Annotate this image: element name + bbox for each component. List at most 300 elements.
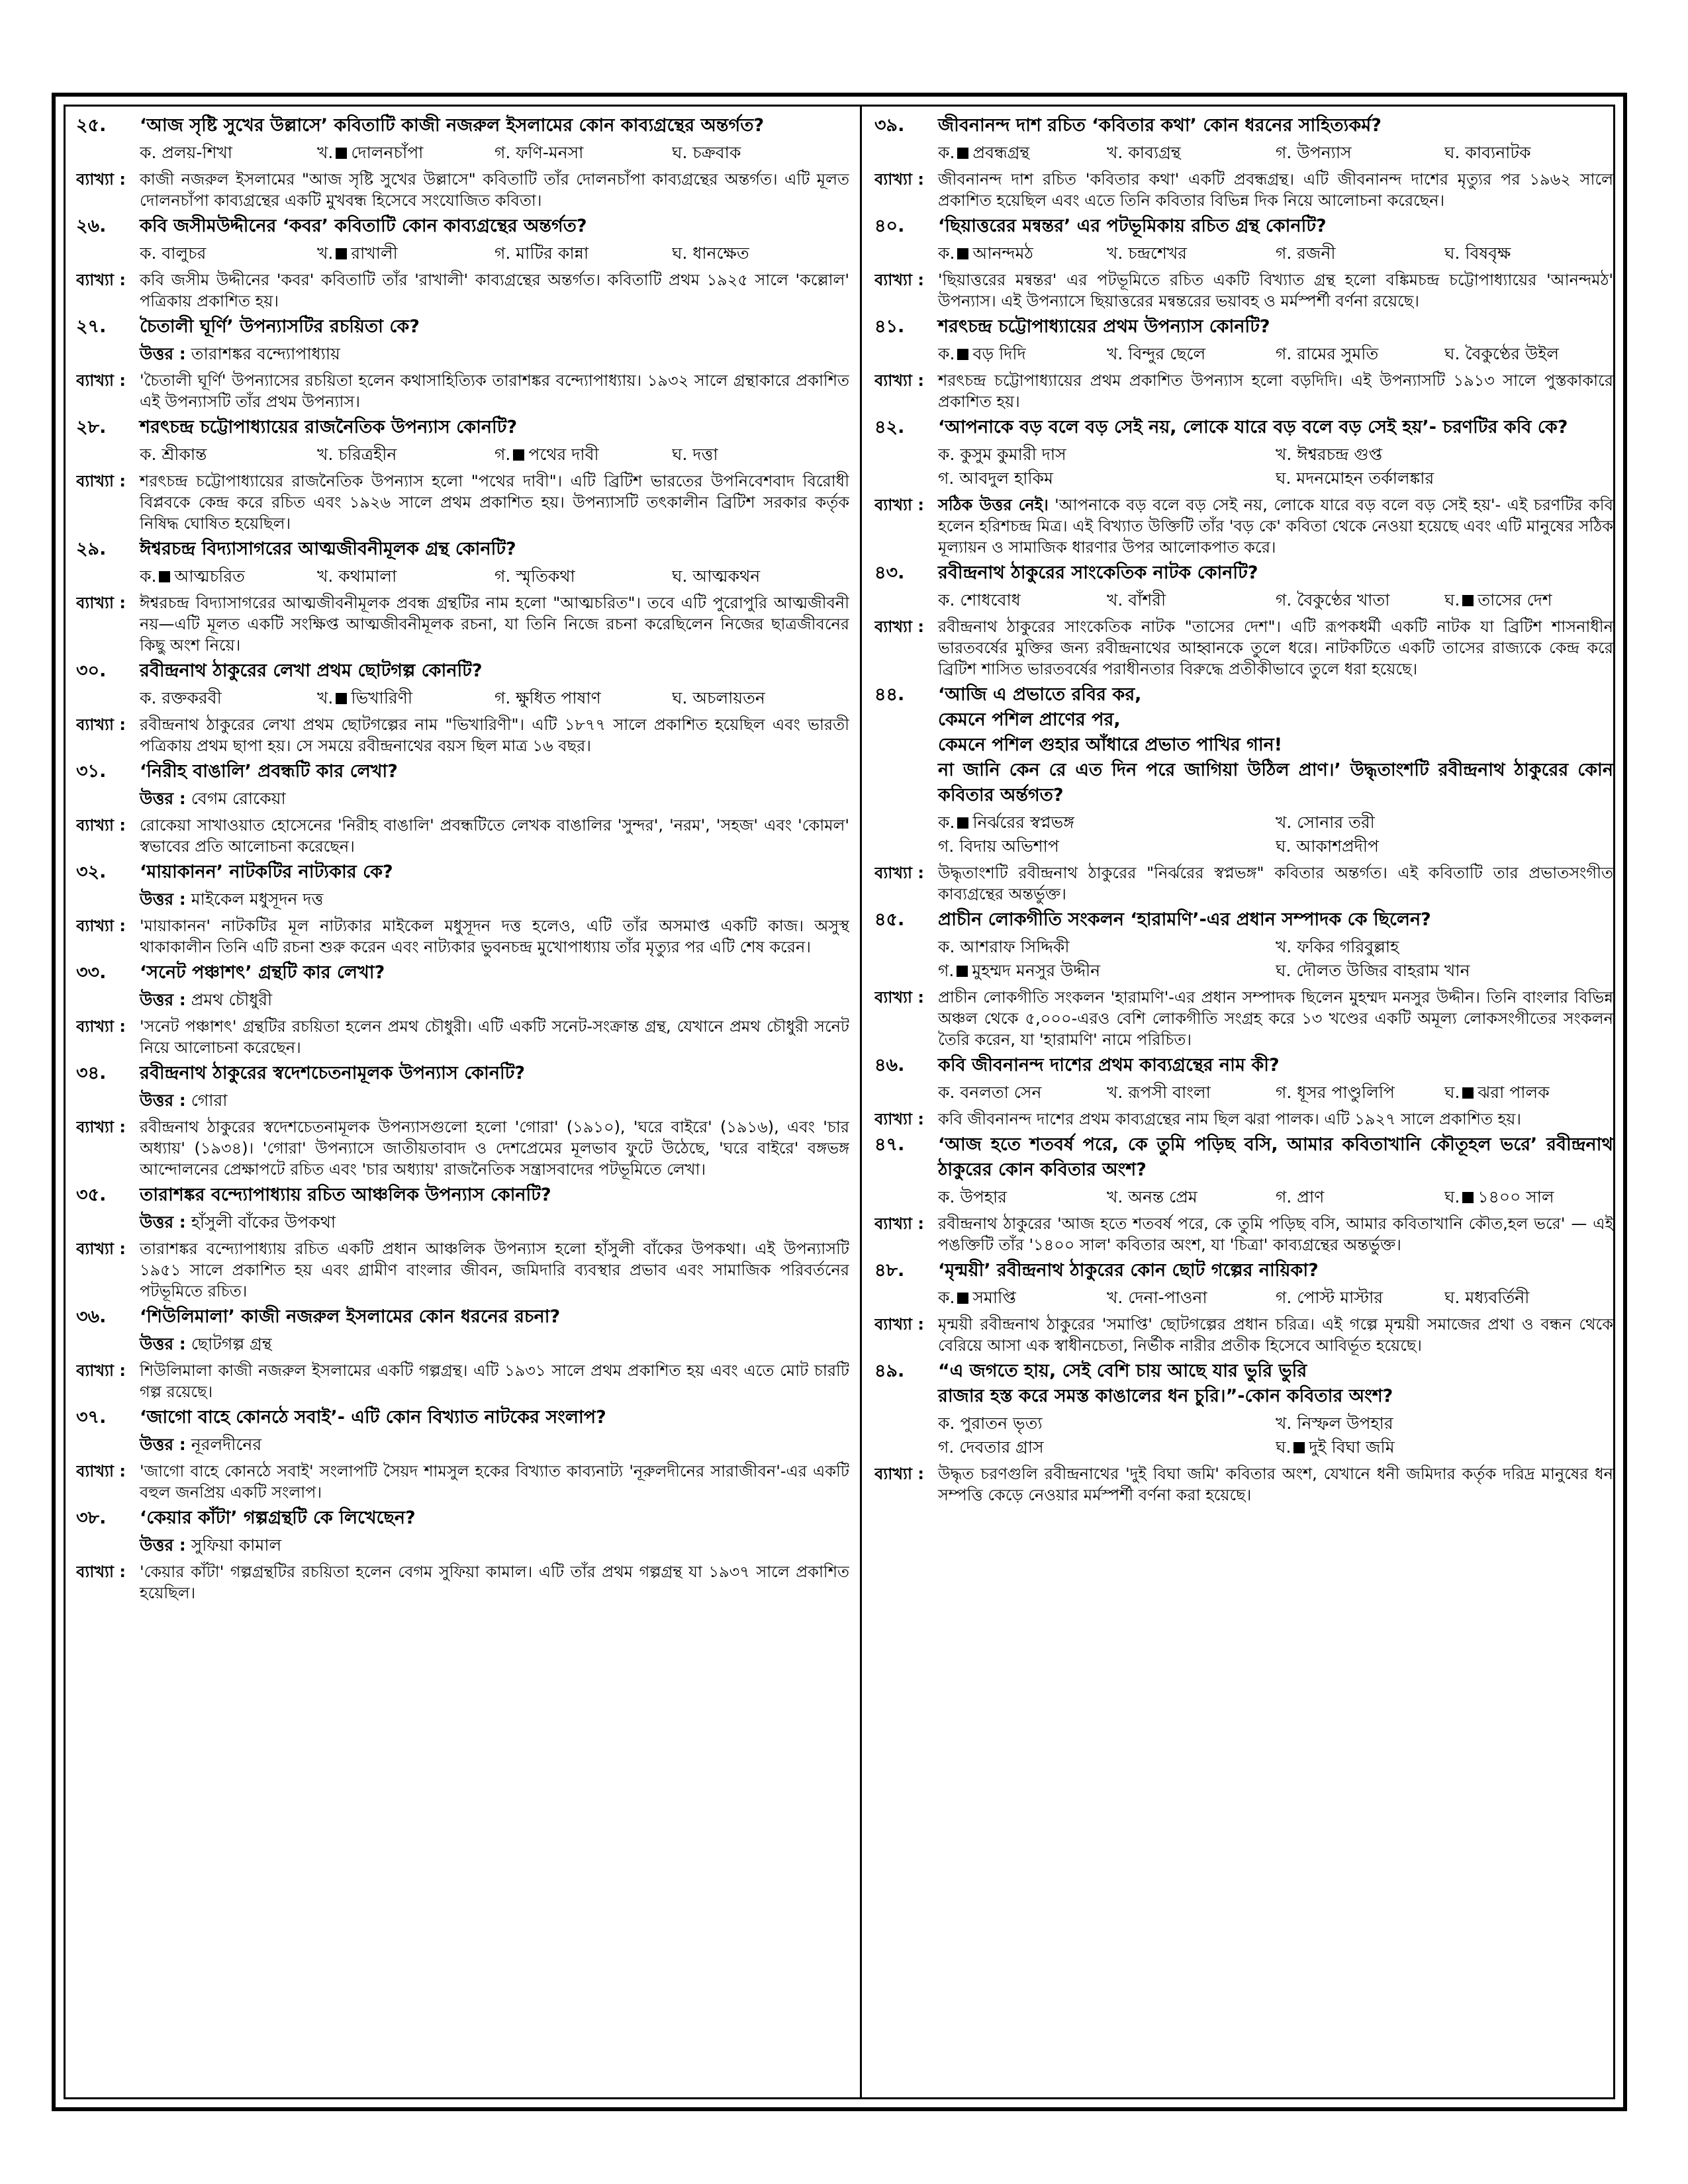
option-text: গ. ক্ষুধিত পাষাণ (494, 688, 601, 707)
answer-marker-icon (957, 148, 968, 159)
explanation-label: ব্যাখ্যা : (874, 170, 924, 189)
poem-line: না জানি কেন রে এত দিন পরে জাগিয়া উঠিল প্রাণ।’ উদ্ধৃতাংশটি রবীন্দ্রনাথ ঠাকুরের কোন কবিতার অর্ন্তগত? (938, 760, 1613, 805)
explanation (76, 815, 849, 857)
option-text: আত্মচরিত (174, 567, 245, 586)
question-block (76, 214, 849, 312)
answer-text: মাইকেল মধুসূদন দত্ত (191, 889, 324, 909)
question-text: ‘শিউলিমালা’ কাজী নজরুল ইসলামের কোন ধরনের রচনা? (140, 1306, 561, 1327)
question-block (874, 1359, 1613, 1506)
option[interactable] (1444, 342, 1613, 366)
question-block (76, 860, 849, 958)
option[interactable] (1276, 1185, 1444, 1209)
question-number: ৩৯. (874, 115, 905, 136)
option-text: ঘ. দত্তা (672, 445, 718, 464)
option[interactable] (672, 141, 849, 165)
option[interactable] (494, 443, 672, 467)
option-text: গ. স্মৃতিকথা (494, 567, 575, 586)
question-row (76, 1405, 849, 1430)
question-block (76, 314, 849, 412)
poem-line: কেমনে পশিল প্রাণের পর, (938, 709, 1121, 730)
answer-label: উত্তর : (140, 1091, 186, 1110)
question-number: ৪২. (874, 417, 905, 437)
explanation-text-wrap (938, 616, 1613, 680)
answer-row (140, 887, 849, 911)
question-block (874, 561, 1613, 680)
option[interactable] (494, 686, 672, 710)
option-text: গ. রজনী (1276, 244, 1336, 263)
explanation-text: তারাশঙ্কর বন্দ্যোপাধ্যায় রচিত একটি প্রধান আঞ্চলিক উপন্যাস হলো হাঁসুলী বাঁকের উপকথা। এই উপন্যাসটি ১৯৫১ সালে প্রকাশিত হয় এবং গ্রামীণ বাংলার জীবন, জমিদারি ব্যবস্থার প্রভাব এবং সামাজিক পরিবর্তনের পটভূমিতে রচিত। (140, 1240, 849, 1300)
question-row (874, 113, 1613, 138)
option[interactable] (1276, 443, 1613, 467)
answer-marker-icon (957, 966, 968, 977)
question-block (874, 415, 1613, 558)
option-text: ঘ. বিষবৃক্ষ (1444, 244, 1511, 263)
options (938, 443, 1613, 490)
answer-row (140, 1533, 849, 1557)
explanation-text-wrap (938, 1463, 1613, 1506)
options (938, 1412, 1613, 1459)
answer-label: উত্তর : (140, 1535, 186, 1555)
answer-marker-icon (336, 693, 347, 704)
answer-text: প্রমথ চৌধুরী (191, 990, 273, 1009)
explanation-text: রবীন্দ্রনাথ ঠাকুরের লেখা প্রথম ছোটগল্পের নাম "ভিখারিণী"। এটি ১৮৭৭ সালে প্রকাশিত হয়েছিল এবং ভারতী পত্রিকায় প্রথম ছাপা হয়। সে সময়ে রবীন্দ্রনাথের বয়স ছিল মাত্র ১৬ বছর। (140, 715, 849, 755)
option-text: ক. শোধবোধ (938, 590, 1021, 610)
explanation-text: শরৎচন্দ্র চট্টোপাধ্যায়ের প্রথম প্রকাশিত উপন্যাস হলো বড়দিদি। এই উপন্যাসটি ১৯১৩ সালে পুস্তকাকারে প্রকাশিত হয়। (938, 371, 1613, 411)
options (140, 242, 849, 265)
option[interactable] (140, 443, 317, 467)
answer-label: উত্তর : (140, 1212, 186, 1232)
explanation-text: রবীন্দ্রনাথ ঠাকুরের 'আজ হতে শতবর্ষ পরে, কে তুমি পড়িছ বসি, আমার কবিতাখানি কৌত,হল ভরে' — এই পঙক্তিটি তাঁর '১৪০০ সাল' কবিতার অংশ, যা 'চিত্রা' কাব্যগ্রন্থের অন্তর্ভুক্ত। (938, 1214, 1613, 1254)
option-text: ঘ. অচলায়তন (672, 688, 765, 707)
explanation (874, 169, 1613, 211)
question-text (938, 682, 1613, 808)
explanation-label: ব্যাখ্যা : (874, 988, 924, 1007)
option-text: ক. কুসুম কুমারী দাস (938, 445, 1066, 464)
option-text: গ. রামের সুমতি (1276, 344, 1379, 363)
question-number: ৩৭. (76, 1407, 107, 1428)
explanation-label: ব্যাখ্যা : (874, 1110, 924, 1128)
option-text: খ. কাব্যগ্রন্থ (1107, 143, 1181, 162)
question-row (76, 659, 849, 684)
option-text: খ. নিস্ফল উপহার (1276, 1414, 1393, 1433)
explanation (874, 862, 1613, 905)
option[interactable] (494, 242, 672, 265)
question-row (76, 960, 849, 985)
explanation-text-wrap (938, 169, 1613, 211)
option-letter: ঘ. (1444, 590, 1460, 610)
option[interactable] (1276, 959, 1613, 983)
option-letter: গ. (494, 445, 511, 464)
option-text: গ. বিদায় অভিশাপ (938, 837, 1059, 856)
option[interactable] (1107, 588, 1276, 612)
options (938, 588, 1613, 612)
question-number: ৪৯. (874, 1361, 905, 1381)
question-row (874, 1258, 1613, 1283)
question-row (76, 860, 849, 885)
option-text: ক. বালুচর (140, 244, 207, 263)
option-text: ক. রক্তকরবী (140, 688, 222, 707)
option[interactable] (938, 959, 1276, 983)
question-text: রবীন্দ্রনাথ ঠাকুরের স্বদেশচেতনামূলক উপন্যাস কোনটি? (140, 1063, 526, 1083)
explanation (874, 987, 1613, 1050)
question-number: ২৯. (76, 539, 107, 559)
options (140, 686, 849, 710)
question-text (938, 1359, 1613, 1409)
explanation-text-wrap (140, 592, 849, 656)
option[interactable] (140, 686, 317, 710)
question-row (76, 214, 849, 239)
option[interactable] (1276, 242, 1444, 265)
option-text: ক. পুরাতন ভৃত্য (938, 1414, 1043, 1433)
explanation-label: ব্যাখ্যা : (76, 472, 126, 490)
explanation-text: মৃন্ময়ী রবীন্দ্রনাথ ঠাকুরের 'সমাপ্তি' ছোটগল্পের প্রধান চরিত্র। এই গল্পে মৃন্ময়ী সমাজের প্রথা ও বন্ধন থেকে বেরিয়ে আসা এক স্বাধীনচেতা, নির্ভীক নারীর প্রতীক হিসেবে আবির্ভূত হয়েছে। (938, 1315, 1613, 1355)
question-text: ‘আপনাকে বড় বলে বড় সেই নয়, লোকে যারে বড় বলে বড় সেই হয়’- চরণটির কবি কে? (938, 417, 1568, 437)
question-text: ‘ছিয়াত্তরের মন্বন্তর’ এর পটভূমিকায় রচিত গ্রন্থ কোনটি? (938, 216, 1327, 236)
answer-text: বেগম রোকেয়া (191, 789, 286, 808)
explanation-text-wrap (140, 1561, 849, 1604)
option[interactable] (1276, 588, 1444, 612)
column-divider (860, 107, 862, 2097)
option[interactable] (140, 565, 317, 588)
option[interactable] (1276, 1412, 1613, 1435)
explanation (874, 1109, 1613, 1130)
option[interactable] (1107, 342, 1276, 366)
explanation (76, 269, 849, 312)
option-text: বড় দিদি (972, 344, 1026, 363)
option-text: ১৪০০ সাল (1477, 1187, 1554, 1206)
answer-marker-icon (336, 148, 347, 159)
option[interactable] (1107, 1286, 1276, 1310)
question-text: চৈতালী ঘূর্ণি’ উপন্যাসটির রচয়িতা কে? (140, 316, 420, 337)
option[interactable] (1444, 1081, 1613, 1105)
option-letter: খ. (317, 244, 334, 263)
question-row (76, 537, 849, 562)
option-text: খ. অনন্ত প্রেম (1107, 1187, 1197, 1206)
explanation (76, 471, 849, 534)
question-block (76, 113, 849, 211)
question-row (874, 682, 1613, 808)
option-text: খ. কথামালা (317, 567, 397, 586)
option-text: ঘ. ধানক্ষেত (672, 244, 749, 263)
option-text: রাখালী (351, 244, 398, 263)
explanation-text: প্রাচীন লোকগীতি সংকলন 'হারামণি'-এর প্রধান সম্পাদক ছিলেন মুহম্মদ মনসুর উদ্দীন। তিনি বাংলার বিভিন্ন অঞ্চল থেকে ৫,০০০-এরও বেশি লোকগীতি সংগ্রহ করে ১৩ খণ্ডের একটি অমূল্য লোকসংগীতের সংকলন তৈরি করেন, যা 'হারামণি' নামে পরিচিত। (938, 988, 1613, 1049)
option[interactable] (1276, 467, 1613, 490)
explanation (76, 1360, 849, 1402)
explanation-label: ব্যাখ্যা : (76, 816, 126, 835)
explanation-label: ব্যাখ্যা : (76, 170, 126, 189)
question-number: ৩৫. (76, 1185, 107, 1205)
option[interactable] (938, 588, 1107, 612)
answer-text: ছোটগল্প গ্রন্থ (191, 1334, 272, 1353)
answer-marker-icon (1293, 1442, 1305, 1453)
option-text: ঘ. মধ্যবর্তিনী (1444, 1288, 1530, 1307)
explanation-label: ব্যাখ্যা : (874, 1214, 924, 1233)
option-text: খ. চন্দ্রশেখর (1107, 244, 1188, 263)
option-text: গ. দেবতার গ্রাস (938, 1437, 1044, 1457)
explanation-label: ব্যাখ্যা : (76, 1118, 126, 1136)
explanation-text: উদ্ধৃত চরণগুলি রবীন্দ্রনাথের 'দুই বিঘা জমি' কবিতার অংশ, যেখানে ধনী জমিদার কর্তৃক দরিদ্র মানুষের ধন সম্পত্তি কেড়ে নেওয়ার মর্মস্পর্শী বর্ণনা করা হয়েছে। (938, 1465, 1613, 1504)
explanation-text: কবি জসীম উদ্দীনের 'কবর' কবিতাটি তাঁর 'রাখালী' কাব্যগ্রন্থের অন্তর্গত। কবিতাটি প্রথম ১৯২৫ সালে 'কল্লোল' পত্রিকায় প্রকাশিত হয়। (140, 271, 849, 310)
answer-marker-icon (336, 248, 347, 259)
question-row (874, 214, 1613, 239)
answer-marker-icon (513, 449, 524, 461)
explanation-text-wrap (938, 494, 1613, 558)
option-text: খ. ফকির গরিবুল্লাহ (1276, 937, 1399, 956)
poem-line: রাজার হস্ত করে সমস্ত কাঙালের ধন চুরি।”-কোন কবিতার অংশ? (938, 1386, 1393, 1406)
question-row (874, 907, 1613, 933)
explanation-text-wrap (938, 370, 1613, 412)
option-text: খ. দেনা-পাওনা (1107, 1288, 1207, 1307)
option[interactable] (672, 242, 849, 265)
inner-border (64, 105, 1615, 2099)
explanation-text-wrap (140, 471, 849, 534)
option[interactable] (938, 443, 1276, 467)
explanation-text-wrap (140, 1461, 849, 1503)
option-text: গ. উপন্যাস (1276, 143, 1352, 162)
explanation (76, 370, 849, 412)
explanation-text: 'সনেট পঞ্চাশৎ' গ্রন্থটির রচয়িতা হলেন প্রমথ চৌধুরী। এটি একটি সনেট-সংক্রান্ত গ্রন্থ, যেখানে প্রমথ চৌধুরী সনেট নিয়ে আলোচনা করেছেন। (140, 1017, 849, 1057)
option[interactable] (1276, 141, 1444, 165)
question-row (76, 1506, 849, 1531)
question-block (874, 214, 1613, 312)
option[interactable] (938, 1081, 1107, 1105)
question-text: ‘জাগো বাহে কোনঠে সবাই’- এটি কোন বিখ্যাত নাটকের সংলাপ? (140, 1407, 606, 1428)
option[interactable] (1444, 1286, 1613, 1310)
option-letter: ক. (938, 1288, 955, 1307)
explanation-text: 'মায়াকানন' নাটকটির মূল নাট্যকার মাইকেল মধুসূদন দত্ত হলেও, এটি তাঁর অসমাপ্ত একটি কাজ। অসুস্থ থাকাকালীন তিনি এটি রচনা শুরু করেন এবং নাট্যকার ভুবনচন্দ্র মুখোপাধ্যায় তাঁর মৃত্যুর পর এটি শেষ করেন। (140, 917, 849, 956)
explanation (76, 1016, 849, 1058)
question-block (874, 1258, 1613, 1356)
question-number: ২৫. (76, 115, 107, 136)
answer-marker-icon (957, 817, 968, 829)
question-block (874, 1132, 1613, 1255)
option[interactable] (1107, 242, 1276, 265)
option[interactable] (1444, 242, 1613, 265)
option[interactable] (1276, 835, 1613, 858)
question-text: ঈশ্বরচন্দ্র বিদ্যাসাগরের আত্মজীবনীমূলক গ্রন্থ কোনটি? (140, 539, 516, 559)
option[interactable] (938, 935, 1276, 959)
option[interactable] (317, 686, 494, 710)
option[interactable] (938, 1412, 1276, 1435)
option-text: খ. ঈশ্বরচন্দ্র গুপ্ত (1276, 445, 1383, 464)
option-text: গ. ফণি-মনসা (494, 143, 584, 162)
option-text: ক. আশরাফ সিদ্দিকী (938, 937, 1070, 956)
explanation (874, 370, 1613, 412)
answer-marker-icon (159, 571, 170, 582)
option[interactable] (494, 565, 672, 588)
explanation (76, 1561, 849, 1604)
option[interactable] (1107, 1081, 1276, 1105)
option[interactable] (1444, 1185, 1613, 1209)
explanation-label: ব্যাখ্যা : (76, 594, 126, 612)
question-block (76, 659, 849, 756)
option-text: ঘ. চক্রবাক (672, 143, 741, 162)
answer-row (140, 1210, 849, 1234)
explanation-text: 'আপনাকে বড় বলে বড় সেই নয়, লোকে যারে বড় বলে বড় সেই হয়'- এই চরণটির কবি হলেন হরিশচন্দ্র মিত্র। এই বিখ্যাত উক্তিটি তাঁর 'বড় কে' কবিতা থেকে নেওয়া হয়েছে এবং এটি মানুষের সঠিক মূল্যায়ন ও সামাজিক ধারণার উপর আলোকপাত করে। (938, 496, 1613, 557)
option-letter: ক. (938, 244, 955, 263)
question-text: রবীন্দ্রনাথ ঠাকুরের লেখা প্রথম ছোটগল্প কোনটি? (140, 660, 483, 681)
option[interactable] (938, 1286, 1107, 1310)
option-text: ঘ. কাব্যনাটক (1444, 143, 1531, 162)
explanation-text-wrap (140, 269, 849, 312)
explanation (874, 616, 1613, 680)
explanation (874, 1463, 1613, 1506)
option[interactable] (672, 443, 849, 467)
explanation-label: ব্যাখ্যা : (76, 371, 126, 390)
option[interactable] (672, 565, 849, 588)
explanation-text-wrap (938, 1109, 1613, 1130)
question-number: ৩৬. (76, 1306, 107, 1327)
option[interactable] (1276, 811, 1613, 835)
answer-marker-icon (1462, 1087, 1474, 1099)
question-block (874, 1053, 1613, 1130)
option[interactable] (140, 141, 317, 165)
option[interactable] (140, 242, 317, 265)
options (938, 811, 1613, 858)
options (938, 1286, 1613, 1310)
answer-label: উত্তর : (140, 990, 186, 1009)
options (140, 443, 849, 467)
question-text: প্রাচীন লোকগীতি সংকলন ‘হারামণি’-এর প্রধান সম্পাদক কে ছিলেন? (938, 909, 1431, 930)
answer-marker-icon (1462, 1192, 1474, 1203)
explanation-label: ব্যাখ্যা : (76, 715, 126, 734)
explanation-label: ব্যাখ্যা : (874, 496, 924, 514)
explanation (76, 915, 849, 958)
question-number: ৪৪. (874, 684, 905, 705)
explanation-label: ব্যাখ্যা : (76, 271, 126, 289)
option[interactable] (1107, 141, 1276, 165)
answer-text: সুফিয়া কামাল (191, 1535, 282, 1555)
option[interactable] (938, 242, 1107, 265)
option-text: গ. ধূসর পাণ্ডুলিপি (1276, 1083, 1395, 1102)
option-text: গ. প্রাণ (1276, 1187, 1325, 1206)
explanation-text-wrap (938, 269, 1613, 312)
option-text: দুই বিঘা জমি (1309, 1437, 1395, 1457)
question-row (76, 113, 849, 138)
explanation-text: শরৎচন্দ্র চট্টোপাধ্যায়ের রাজনৈতিক উপন্যাস হলো "পথের দাবী"। এটি ব্রিটিশ ভারতের উপনিবেশবাদ বিরোধী বিপ্লবকে কেন্দ্র করে রচিত এবং ১৯২৬ সালে প্রথম প্রকাশিত হয়। উপন্যাসটি তৎকালীন ব্রিটিশ সরকার কর্তৃক নিষিদ্ধ ঘোষিত হয়েছিল। (140, 472, 849, 533)
option[interactable] (1276, 1435, 1613, 1459)
option-text: খ. সোনার তরী (1276, 813, 1375, 832)
question-number: ৩৪. (76, 1063, 107, 1083)
explanation-text: রোকেয়া সাখাওয়াত হোসেনের 'নিরীহ বাঙালি' প্রবন্ধটিতে লেখক বাঙালির 'সুন্দর', 'নরম', 'সহজ' এবং 'কোমল' স্বভাবের প্রতি আলোচনা করেছেন। (140, 816, 849, 856)
answer-text: তারাশঙ্কর বন্দ্যোপাধ্যায় (191, 344, 340, 363)
option[interactable] (1276, 1286, 1444, 1310)
option[interactable] (938, 811, 1276, 835)
option[interactable] (938, 342, 1107, 366)
explanation-label: ব্যাখ্যা : (76, 1462, 126, 1480)
option[interactable] (317, 141, 494, 165)
question-text: শরৎচন্দ্র চট্টোপাধ্যায়ের রাজনৈতিক উপন্যাস কোনটি? (140, 417, 518, 437)
option-letter: ঘ. (1444, 1083, 1460, 1102)
question-number: ৪৮. (874, 1260, 905, 1281)
option[interactable] (317, 242, 494, 265)
explanation-text-wrap (140, 815, 849, 857)
answer-marker-icon (1462, 595, 1474, 606)
explanation-text: 'কেয়ার কাঁটা' গল্পগ্রন্থটির রচয়িতা হলেন বেগম সুফিয়া কামাল। এটি তাঁর প্রথম গল্পগ্রন্থ যা ১৯৩৭ সালে প্রকাশিত হয়েছিল। (140, 1563, 849, 1602)
option-letter: ক. (938, 344, 955, 363)
option[interactable] (1444, 588, 1613, 612)
answer-row (140, 787, 849, 811)
option[interactable] (938, 141, 1107, 165)
question-block (76, 537, 849, 656)
answer-row (140, 1433, 849, 1457)
option[interactable] (317, 443, 494, 467)
option[interactable] (1444, 141, 1613, 165)
option[interactable] (938, 1435, 1276, 1459)
question-number: ২৭. (76, 316, 107, 337)
explanation-label: ব্যাখ্যা : (874, 864, 924, 882)
poem-line: ‘আজি এ প্রভাতে রবির কর, (938, 684, 1142, 705)
options (938, 141, 1613, 165)
question-number: ২৮. (76, 417, 107, 437)
question-number: ৩৮. (76, 1508, 107, 1528)
option[interactable] (938, 1185, 1107, 1209)
question-number: ৪০. (874, 216, 905, 236)
answer-label: উত্তর : (140, 1435, 186, 1454)
question-text: রবীন্দ্রনাথ ঠাকুরের সাংকেতিক নাটক কোনটি? (938, 563, 1258, 583)
option[interactable] (938, 467, 1276, 490)
explanation-text-wrap (140, 1116, 849, 1180)
option-letter: ক. (140, 567, 157, 586)
option-text: ক. বনলতা সেন (938, 1083, 1042, 1102)
explanation-text: রবীন্দ্রনাথ ঠাকুরের সাংকেতিক নাটক "তাসের দেশ"। এটি রূপকধর্মী একটি নাটক যা ব্রিটিশ শাসনাধীন ভারতবর্ষের মুক্তির জন্য রবীন্দ্রনাথের আহ্বানকে তুলে ধরে। নাটকটিতে একটি তাসের রাজ্যকে কেন্দ্র করে ব্রিটিশ শাসিত ভারতবর্ষের পরাধীনতার বিরুদ্ধে প্রতীকীভাবে তুলে ধরা হয়েছে। (938, 617, 1613, 678)
question-text: ‘সনেট পঞ্চাশৎ’ গ্রন্থটি কার লেখা? (140, 962, 385, 983)
explanation (76, 592, 849, 656)
explanation-text: ঈশ্বরচন্দ্র বিদ্যাসাগরের আত্মজীবনীমূলক প্রবন্ধ গ্রন্থটির নাম হলো "আত্মচরিত"। তবে এটি পুরোপুরি আত্মজীবনী নয়—এটি মূলত একটি সংক্ষিপ্ত আত্মজীবনীমূলক রচনা, যা তিনি নিজে রচনা করেছিলেন নিজের ছাত্রজীবনের কিছু অংশ নিয়ে। (140, 594, 849, 655)
option[interactable] (494, 141, 672, 165)
answer-row (140, 342, 849, 366)
option[interactable] (1107, 1185, 1276, 1209)
options (140, 565, 849, 588)
option-text: গ. মাটির কান্না (494, 244, 589, 263)
answer-row (140, 1089, 849, 1113)
option[interactable] (1276, 1081, 1444, 1105)
question-block (76, 415, 849, 534)
option-text: দোলনচাঁপা (351, 143, 424, 162)
answer-text: হাঁসুলী বাঁকের উপকথা (191, 1212, 336, 1232)
option-letter: ক. (938, 143, 955, 162)
options (140, 141, 849, 165)
question-block (874, 314, 1613, 412)
question-block (76, 1304, 849, 1402)
option[interactable] (938, 835, 1276, 858)
options (938, 342, 1613, 366)
question-block (76, 1405, 849, 1503)
options (938, 1185, 1613, 1209)
explanation-text: উদ্ধৃতাংশটি রবীন্দ্রনাথ ঠাকুরের "নির্ঝরের স্বপ্নভঙ্গ" কবিতার অন্তর্গত। এই কবিতাটি তার প্রভাতসংগীত কাব্যগ্রন্থের অন্তর্ভুক্ত। (938, 864, 1613, 903)
page-border (52, 93, 1627, 2111)
options (938, 242, 1613, 265)
question-text: জীবনানন্দ দাশ রচিত ‘কবিতার কথা’ কোন ধরনের সাহিত্যকর্ম? (938, 115, 1382, 136)
option-text: গ. বৈকুণ্ঠের খাতা (1276, 590, 1390, 610)
question-number: ৩০. (76, 660, 107, 681)
option[interactable] (1276, 342, 1444, 366)
option[interactable] (1276, 935, 1613, 959)
explanation-text: 'জাগো বাহে কোনঠে সবাই' সংলাপটি সৈয়দ শামসুল হকের বিখ্যাত কাব্যনাট্য 'নূরুলদীনের সারাজীবন'-এর একটি বহুল জনপ্রিয় একটি সংলাপ। (140, 1462, 849, 1502)
explanation-label: ব্যাখ্যা : (76, 1361, 126, 1380)
option[interactable] (317, 565, 494, 588)
option[interactable] (672, 686, 849, 710)
question-text: ‘আজ হতে শতবর্ষ পরে, কে তুমি পড়িছ বসি, আমার কবিতাখানি কৌতূহল ভরে’ রবীন্দ্রনাথ ঠাকুরের কোন কবিতার অংশ? (938, 1134, 1613, 1180)
answer-label: উত্তর : (140, 1334, 186, 1353)
question-block (76, 1061, 849, 1180)
explanation-label: ব্যাখ্যা : (874, 371, 924, 390)
option-text: খ. বিন্দুর ছেলে (1107, 344, 1206, 363)
option-text: সমাপ্তি (972, 1288, 1016, 1307)
question-row (874, 1359, 1613, 1409)
explanation-label: ব্যাখ্যা : (874, 1465, 924, 1483)
poem-line: “এ জগতে হায়, সেই বেশি চায় আছে যার ভুরি ভুরি (938, 1361, 1307, 1381)
